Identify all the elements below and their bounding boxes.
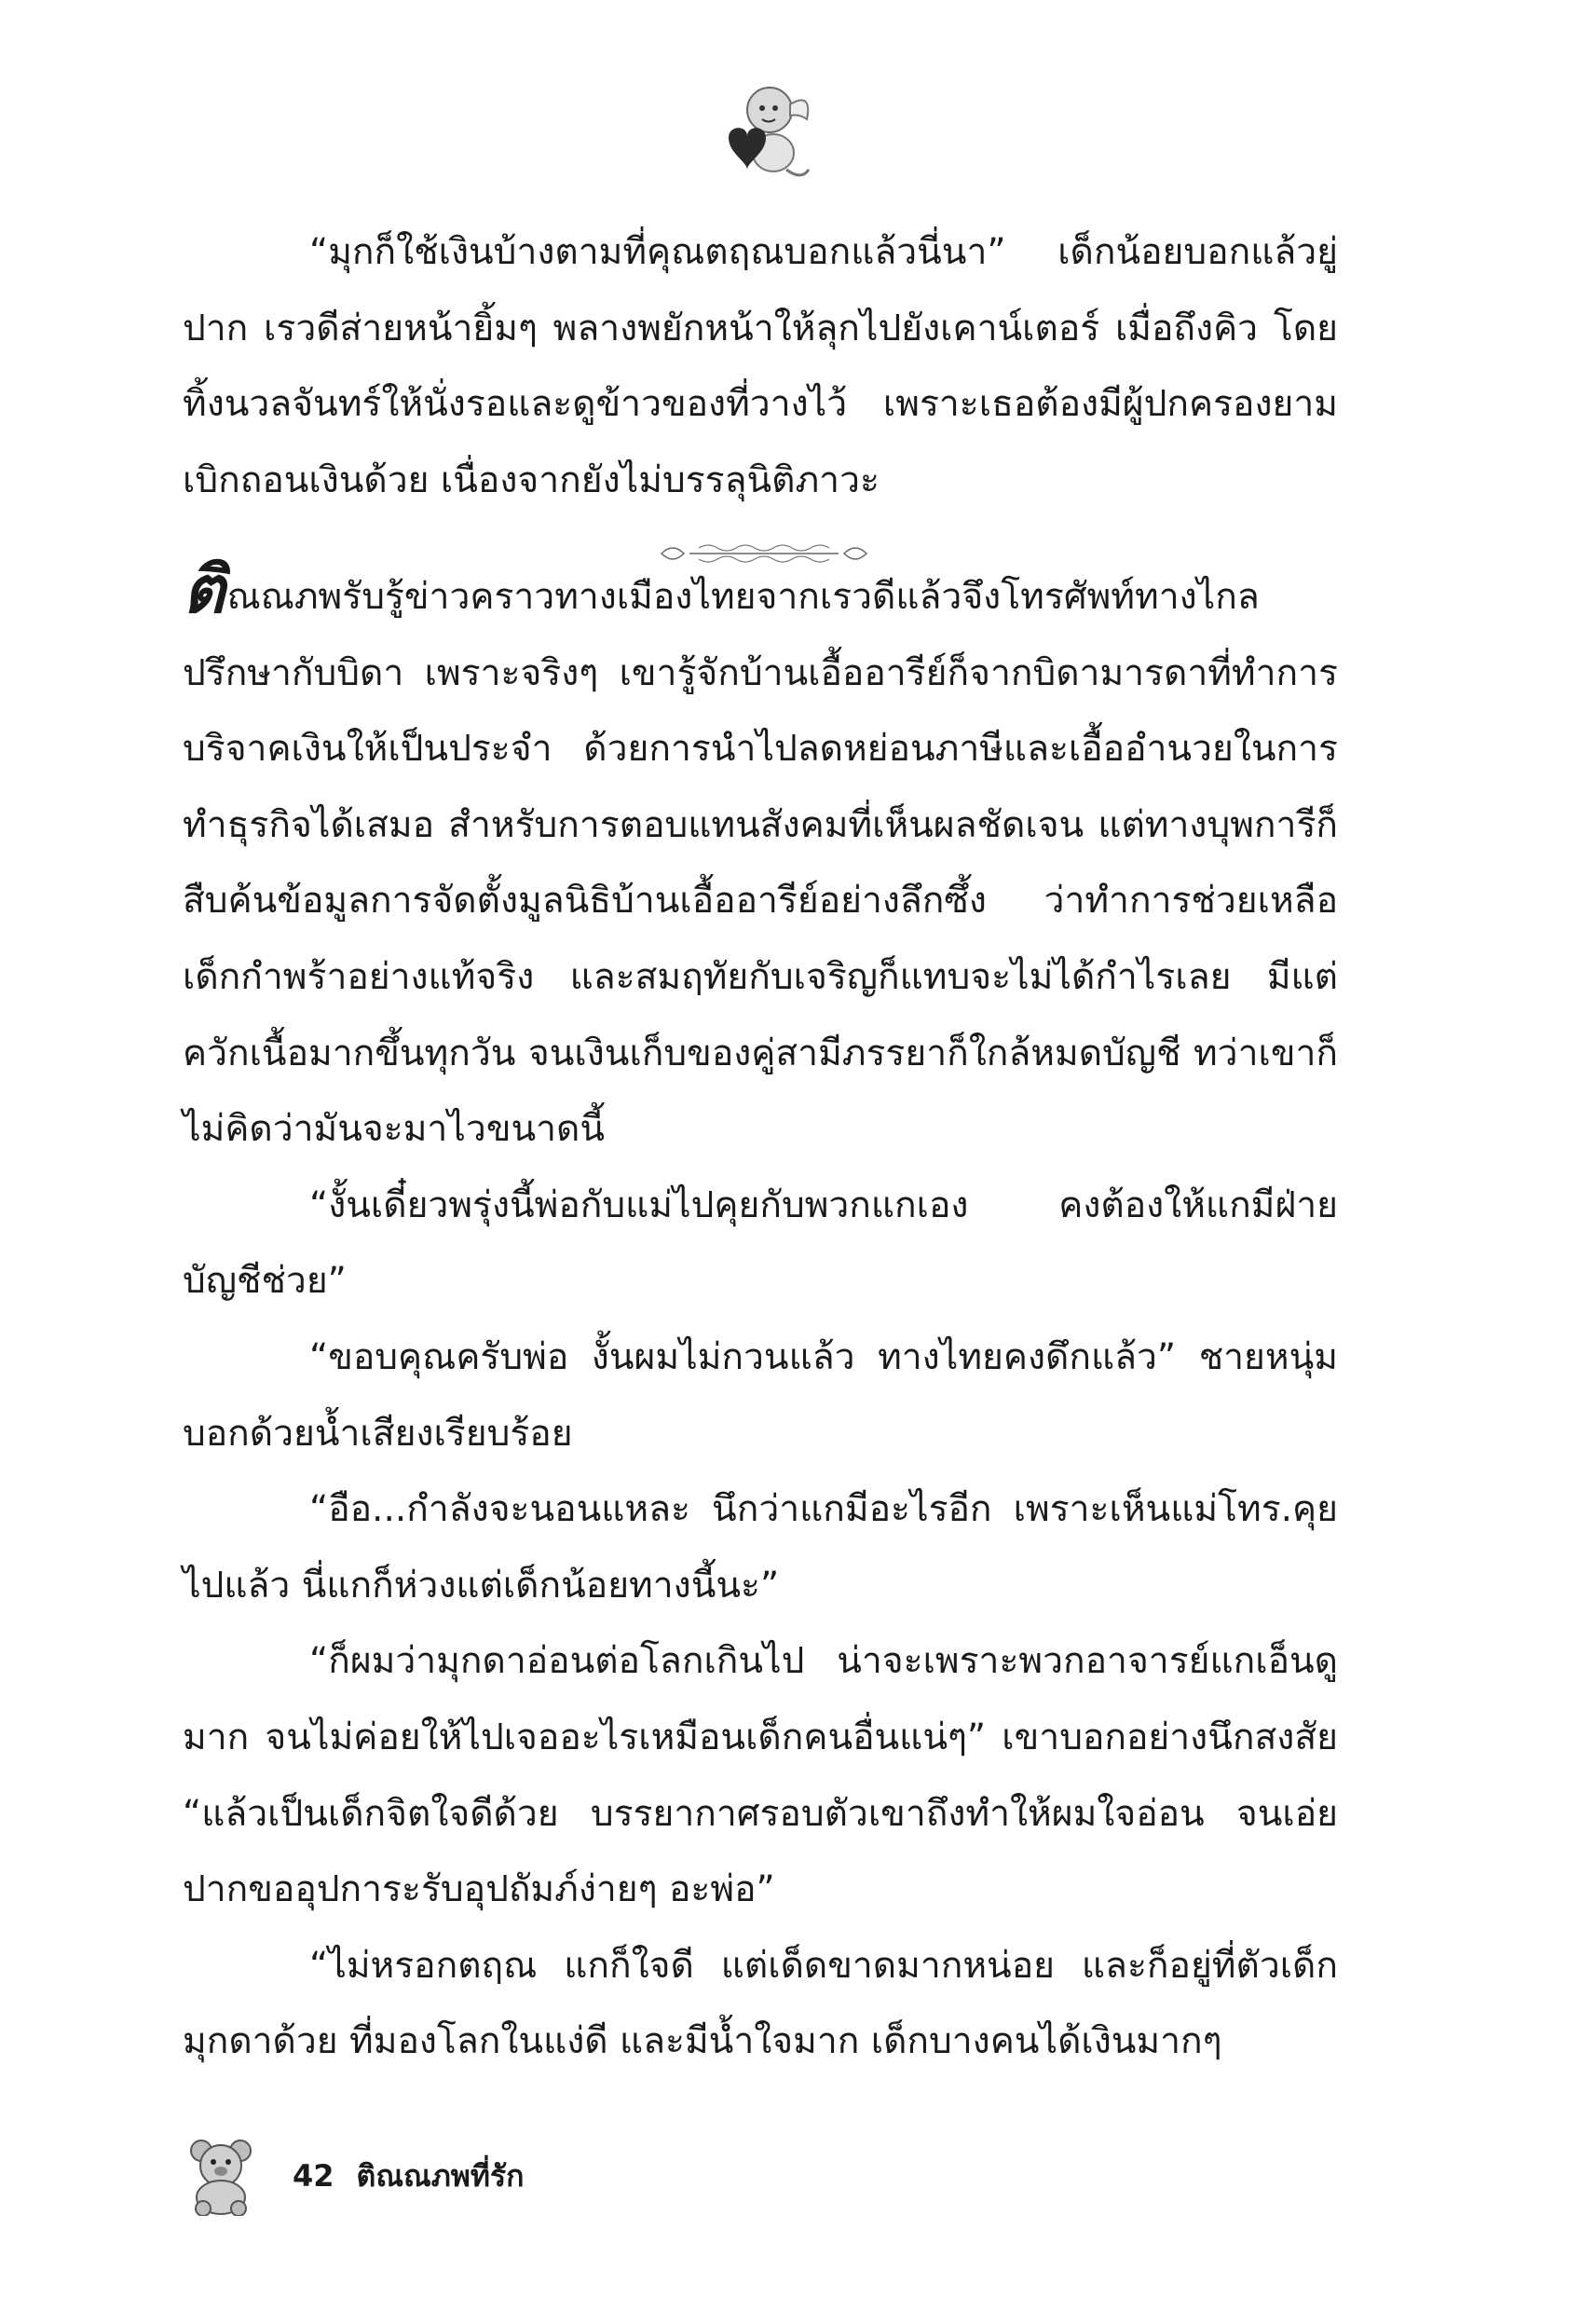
cupid-heart-icon	[708, 73, 820, 185]
paragraph: “มุกก็ใช้เงินบ้างตามที่คุณตฤณบอกแล้วนี่นา” เด็กน้อยบอกแล้วยู่ปาก เรวดีส่ายหน้ายิ้มๆ พลางพยักหน้าให้ลุกไปยังเคาน์เตอร์ เมื่อถึงคิว โดยทิ้งนวลจันทร์ให้นั่งรอและดูข้าวของที่วางไว้ เพราะเธอต้องมีผู้ปกครองยามเบิกถอนเงินด้วย เนื่องจากยังไม่บรรลุนิติภาวะ	[183, 231, 1338, 501]
paragraph: “ก็ผมว่ามุกดาอ่อนต่อโลกเกินไป น่าจะเพราะพวกอาจารย์แกเอ็นดูมาก จนไม่ค่อยให้ไปเจออะไรเหมือนเด็กคนอื่นแน่ๆ” เขาบอกอย่างนึกสงสัย “แล้วเป็นเด็กจิตใจดีด้วย บรรยากาศรอบตัวเขาถึงทำให้ผมใจอ่อน จนเอ่ยปากขออุปการะรับอุปถัมภ์ง่ายๆ อะพ่อ”	[183, 1640, 1338, 1911]
paragraph-first	[183, 552, 1338, 1168]
page-footer	[183, 2134, 835, 2218]
paragraph-top	[183, 214, 1338, 518]
drop-cap: ติ	[183, 552, 225, 628]
paragraph-first-text: ณณภพรับรู้ข่าวคราวทางเมืองไทยจากเรวดีแล้วจึงโทรศัพท์ทางไกลปรึกษากับบิดา เพราะจริงๆ เขารู้จักบ้านเอื้ออารีย์ก็จากบิดามารดาที่ทำการบริจาคเงินให้เป็นประจำ ด้วยการนำไปลดหย่อนภาษีและเอื้ออำนวยในการทำธุรกิจได้เสมอ สำหรับการตอบแทนสังคมที่เห็นผลชัดเจน แต่ทางบุพการีก็สืบค้นข้อมูลการจัดตั้งมูลนิธิบ้านเอื้ออารีย์อย่างลึกซึ้ง ว่าทำการช่วยเหลือเด็กกำพร้าอย่างแท้จริง และสมฤทัยกับเจริญก็แทบจะไม่ได้กำไรเลย มีแต่ควักเนื้อมากขึ้นทุกวัน จนเงินเก็บของคู่สามีภรรยาก็ใกล้หมดบัญชี ทว่าเขาก็ไม่คิดว่ามันจะมาไวขนาดนี้	[183, 576, 1338, 1151]
teddy-bear-icon	[183, 2136, 259, 2216]
paragraph: “ขอบคุณครับพ่อ งั้นผมไม่กวนแล้ว ทางไทยคงดึกแล้ว” ชายหนุ่มบอกด้วยน้ำเสียงเรียบร้อย	[183, 1335, 1338, 1455]
paragraph: “ไม่หรอกตฤณ แกก็ใจดี แต่เด็ดขาดมากหน่อย และก็อยู่ที่ตัวเด็กมุกดาด้วย ที่มองโลกในแง่ดี และมีน้ำใจมาก เด็กบางคนได้เงินมากๆ	[183, 1944, 1338, 2063]
page-number: 42	[293, 2158, 334, 2194]
paragraph: “อือ...กำลังจะนอนแหละ นึกว่าแกมีอะไรอีก เพราะเห็นแม่โทร.คุยไปแล้ว นี่แกก็ห่วงแต่เด็กน้อยทางนี้นะ”	[183, 1488, 1338, 1607]
book-title: ติณณภพที่รัก	[356, 2157, 525, 2194]
section-body	[183, 552, 1338, 2080]
paragraph: “งั้นเดี๋ยวพรุ่งนี้พ่อกับแม่ไปคุยกับพวกแกเอง คงต้องให้แกมีฝ่ายบัญชีช่วย”	[183, 1183, 1338, 1303]
